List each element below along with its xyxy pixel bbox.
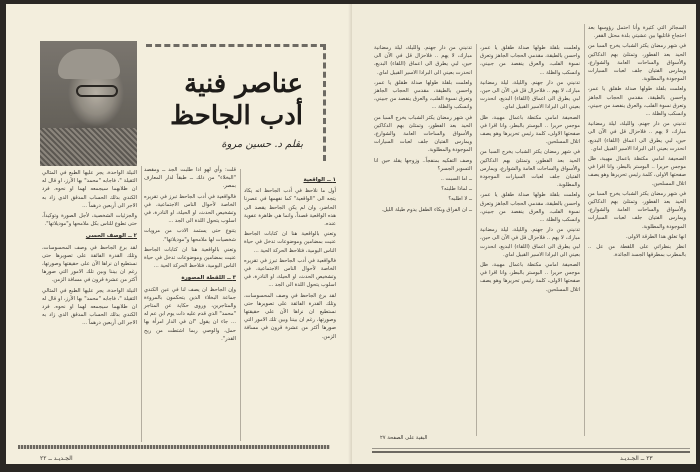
paragraph: انها تغلق هذا الطرقة الاولى. [625,233,686,240]
paragraph: فالواقعية في أدب الجاحظ تبرز في تقريره الخاصة لأحوال الناس الاجتماعية، في وتشخيص الحدث، او الحيلة، او النادرة، في اسلوب يتحول اللذة الى الجد ... [244,257,336,289]
column-rule [240,169,241,441]
paragraph: تدنيني من دار جهنم. والليلة، ليلة رمضانية مبارك، لا يهم .. فلاحزال قل في الآن الى حين، لبي يطرق الى اعماق (اللقاء) البديع، انحدرت بعيني الى البرادا الاسير القبيل اماي. [374,45,472,76]
left-page [6,4,352,464]
paragraph: في شهر رمضان يكثر الشباب يخرج السبا من الحيد بعد الفطور، وتمتلئ بهم الدكاكين والأسواق والساحات العامة والشوارع، ويمارس الفتيان جلف لعبات السيارات الموجودة والمطلوبة. [588,43,686,83]
paragraph: وصف التفكيه بمنفجاً.. وزوجها يقلد حين انا التسوير الجسر؟ [374,157,472,172]
article-byline: بقلم د. حسين مروة [221,139,303,150]
paragraph: في شهر رمضان يكثر الشباب يخرج السبا من الحيد بعد الفطور، وتمتلئ بهم الدكاكين والأسواق والساحات العامة والشوارع، ويمارس الفتيان جلف لعبات السيارات الموجودة والمطلوبة. [588,190,686,230]
article-title-line2: أدب الجاحظ [170,101,303,131]
paragraph: السجائر التي كثيرة وأنا احتمل رؤوسها بعد احتجاج قاتليها بين عشيتي بلدة محتل القفر. [588,25,686,40]
dialogue-line: ــ ان الفراق وبكاء الطفل يدوم طيلة الليل. [381,206,472,213]
paragraph: أول ما نلاحظ في أدب الجاحظ انه يكاد يتجه الى "الواقعية" كما نفهمها في عصرنا الحاضر، وان لم يكن الجاحظ يقصد الى هذه الواقعية قصداً، وانما هي ظاهرة عفوية عنده. [244,188,336,228]
article-title-line1: عناصر فنية [184,69,303,99]
paragraph: لقد برع الجاحظ في وصف المحسوسات، وتلك القدرة الفائقة على تصويرها حتى نستطيع ان نراها الآن على حقيقتها وصورتها، رغم ان بيننا وبين تلك الامور التي صورها أكثر من عشرة قرون في مسافة الزمن. [42,244,137,284]
dialogue-line: ــ لماذا طلبته؟ [441,186,472,193]
section-heading-sensory-description: ٢ ــ الوصف الحسي [85,233,137,240]
photo-jacket [40,128,137,166]
article-title-box [146,44,326,161]
paragraph: تدنيني من دار جهنم. والليلة، ليلة رمضانية مبارك، لا يهم .. فلاحزال قل في الآن الى حين، لبي يطرق الى اعماق (اللقاء) البديع، انحدرت بعيني الى البرادا الاسير القبيل اماي. [480,227,580,258]
author-photo [40,41,137,166]
right-page [352,4,696,464]
paragraph: الصحيفة امامي مكتظة باعمال مهيبة، ظل موجس حريرا .. البوستر بالبطر، وانا اقرا في صفحتها الاولى، كلمة رئيس تحريرها وهو يصف اتلال المسلحين. [480,262,580,293]
paragraph: ولعلمت بلقلة طولها صدلة طقلق يا عمر، واحسن بالطيقة، مقدمي الحجاب الجاهز وتعرق نسوة الفلب، والعرق ينفصد من جبيني، وانسكب والظلة ... [374,79,472,111]
right-page-column-middle [480,44,580,436]
paragraph: تدنيني من دار جهنم. والليلة، ليلة رمضانية مبارك، لا يهم .. فلاحزال قل في الآن الى حين، لبي يطرق الى اعماق (اللقاء) البديع، انحدرت بعيني الى البرادا الاسير القبيل اماي. [588,121,686,152]
paragraph: وتعني بالواقعية هنا ان كتابات الجاحظ عنيت بمضامين وموضوعات تدخل في حياة الناس اليومية، فتلاحظ الحركة الحية ... [144,246,236,270]
bottom-rule-thin [372,448,690,449]
paragraph: يتنوع حتى يستمد الادب من مرويات شخصيات لها ملامحها و"موديلاتها". [144,228,236,243]
left-page-folio: الجـديـد ــ ٢٢ [40,455,73,462]
paragraph: لقد برع الجاحظ في وصف المحسوسات، وتلك القدرة الفائقة على تصويرها حتى نستطيع ان نراها الآن على حقيقتها وصورتها، رغم ان بيننا وبين تلك الامور التي صورها أكثر من عشرة قرون في مسافة الزمن. [244,292,336,340]
paragraph: ولعلمت بلقلة طولها صدلة طقلق يا عمر، واحسن بالطيقة، مقدمي الحجاب الجاهز وتعرق نسوة الفلب، والعرق ينفصد من جبيني، وانسكب والظلة ... [480,192,580,224]
left-page-column-right [244,172,336,442]
paragraph: النيلة الواحدة، يجر عليها الطبع في المثالي الثقيلة "، فاجابه "محمد" بها الأرز، او قال له ان طلابهما سيجمعه لهما او نحوه. فرد الكندي بذلك الحساب المدقق الذي زاد به الاجر الى أربعين درهماً ... [42,287,137,327]
right-page-folio: ٢٣ ــ الجـديـد [620,455,653,462]
magazine-spread [6,4,696,464]
right-page-column-left [374,44,472,429]
bottom-rule-thick [372,451,690,453]
paragraph: فالواقعية في أدب الجاحظ تبرز في تقريره الخاصة لأحوال الناس الاجتماعية، في وتشخيص الحدث، او الحيلة، او النادرة، في اسلوب يتحول اللذة الى الجد ... [144,193,236,225]
paragraph: وتعني بالواقعية هنا ان كتابات الجاحظ عنيت بمضامين وموضوعات تدخل في حياة الناس اليومية، فتلاحظ الحركة الحية ... [244,231,336,254]
paragraph: في شهر رمضان يكثر الشباب يخرج السبا من الحيد بعد الفطور، وتمتلئ بهم الدكاكين والأسواق والساحات العامة والشوارع، ويمارس الفتيان جلف لعبات السيارات الموجودة والمطلوبة. [480,149,580,189]
section-heading-realism: ١ ــ الواقعية [303,177,336,183]
paragraph: وإن الجاحظ ان يصف لنا في عين الكندي جماعة البخلاء الذين يتحكمون بالمروءة والمتاجرين، وروى حكاية عن المتاجر "محمد" الذي قدم عليه ذات يوم ابن عم له ... جاء ان يقول "ان في الدار امرأة بها حمل، والوصي ربما اشتطت من ريح القدر". [144,286,236,342]
paragraph: قلت: وأي لهو اذا طلبت الجد ــ ومقصد "البخلاء" من ذلك ــ طبقاً لدار المعارف بمصر. [144,167,236,190]
paragraph: والجزئيات الشخصية، لأجل الصورة وتوكيداً، حتى تطوع للناس بكل ملامحها و"موديلاتها". [42,213,137,228]
paragraph: في شهر رمضان يكثر الشباب يخرج السبا من الحيد بعد الفطور، وتمتلئ بهم الدكاكين والأسواق والساحات العامة والشوارع، ويمارس الفتيان جلف لعبات السيارات الموجودة والمطلوبة. [374,114,472,154]
column-rule [476,44,477,436]
paragraph: انظر بنظراتي على اللقطة من عل .. بالمطرب بمطرقها الجسد الجائدة. [588,244,686,259]
paragraph: ولعلمت بلقلة طولها صدلة طقلق يا عمر، واحسن بالطيقة، مقدمي الحجاب الجاهز وتعرق نسوة الفلب، والعرق ينفصد من جبيني، وانسكب والظلة ... [480,45,580,76]
paragraph: الصحيفة امامي مكتظة باعمال مهيبة، ظل موجس حريرا .. البوستر بالبطر، وانا اقرا في صفحتها الاولى، كلمة رئيس تحريرها وهو يصف اتلال المسلحين. [588,156,686,187]
paragraph: النيلة الواحدة، يجر عليها الطبع في المثالي الثقيلة "، فاجابه "محمد" بها الأرز، او قال له ان طلابهما سيجمعه لهما او نحوه. فرد الكندي بذلك الحساب المدقق الذي زاد به الاجر الى أربعين درهماً ... [42,170,137,209]
dialogue-line: ــ اما السبت .. [440,176,472,183]
decorative-bottom-border [18,445,330,449]
paragraph: الصحيفة امامي مكتظة باعمال مهيبة، ظل موجس حريرا .. البوستر بالبطر، وانا اقرا في صفحتها الاولى، كلمة رئيس تحريرها وهو يصف اتلال المسلحين. [480,114,580,146]
column-rule [584,24,585,436]
paragraph: تدنيني من دار جهنم. والليلة، ليلة رمضانية مبارك، لا يهم .. فلاحزال قل في الآن الى حين، لبي يطرق الى اعماق (اللقاء) البديع، انحدرت بعيني الى البرادا الاسير القبيل اماي. [480,79,580,111]
photo-glasses [76,85,118,97]
left-page-column-middle [144,166,236,442]
continued-note: البقية على الصفحة ٢٧ [380,435,428,441]
dialogue-line: ــ لا اطلبه؟ [448,196,472,203]
left-page-column-left [42,169,137,442]
column-rule [141,166,142,442]
photo-hair [58,49,120,79]
right-page-column-right [588,24,686,434]
section-heading-snapshot: ٣ ــ اللقطة المصورة [181,275,236,282]
paragraph: ولعلمت بلقلة طولها صدلة طقلق يا عمر، واحسن بالطيقة، مقدمي الحجاب الجاهز وتعرق نسوة الفلب، والعرق ينفصد من جبيني، وانسكب والظلة ... [588,86,686,118]
